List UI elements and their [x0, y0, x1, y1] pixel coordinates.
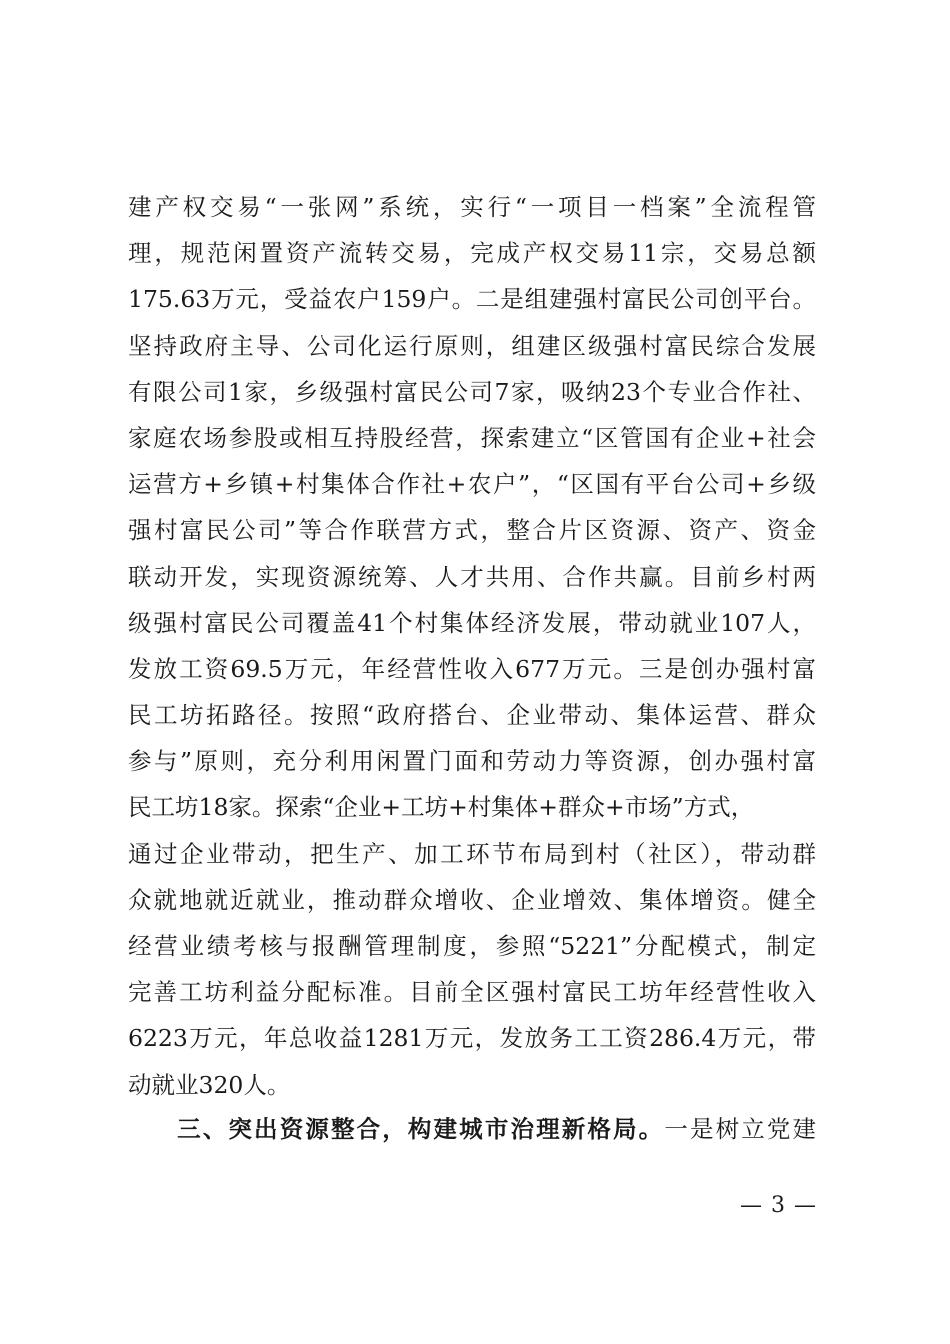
text-line: 有限公司1家，乡级强村富民公司7家，吸纳23个专业合作社、 [128, 377, 816, 406]
text-line: 级强村富民公司覆盖41个村集体经济发展，带动就业107人， [128, 608, 816, 637]
text-line: 6223万元，年总收益1281万元，发放务工工资286.4万元，带 [128, 1024, 816, 1053]
section-heading-line [128, 1106, 816, 1152]
text-line: 家庭农场参股或相互持股经营，探索建立“区管国有企业+社会 [128, 423, 816, 452]
body-paragraph [128, 184, 828, 1108]
text-line: 坚持政府主导、公司化运行原则，组建区级强村富民综合发展 [128, 331, 816, 360]
text-line: 参与”原则，充分利用闲置门面和劳动力等资源，创办强村富 [128, 747, 816, 776]
section-heading-continuation: 一是树立党建 [664, 1115, 817, 1143]
page-number: — 3 — [740, 1193, 817, 1218]
text-line: 通过企业带动，把生产、加工环节布局到村（社区），带动群 [128, 839, 816, 868]
text-line: 175.63万元，受益农户159户。二是组建强村富民公司创平台。 [128, 285, 816, 314]
text-line: 发放工资69.5万元，年经营性收入677万元。三是创办强村富 [128, 654, 816, 683]
text-line: 建产权交易“一张网”系统，实行“一项目一档案”全流程管 [128, 193, 816, 221]
section-heading: 三、突出资源整合，构建城市治理新格局。 [175, 1115, 665, 1143]
text-line: 联动开发，实现资源统筹、人才共用、合作共赢。目前乡村两 [128, 562, 816, 591]
text-line: 动就业320人。 [128, 1070, 291, 1099]
text-line: 完善工坊利益分配标准。目前全区强村富民工坊年经营性收入 [128, 978, 816, 1007]
text-line: 民工坊18家。探索“企业+工坊+村集体+群众+市场”方式， [128, 793, 755, 822]
text-line: 众就地就近就业，推动群众增收、企业增效、集体增资。健全 [128, 885, 816, 914]
text-line: 强村富民公司”等合作联营方式，整合片区资源、资产、资金 [128, 516, 816, 545]
text-line: 理，规范闲置资产流转交易，完成产权交易11宗，交易总额 [128, 239, 816, 268]
text-line: 民工坊拓路径。按照“政府搭台、企业带动、集体运营、群众 [128, 701, 816, 730]
text-line: 经营业绩考核与报酬管理制度，参照“5221”分配模式，制定 [128, 932, 816, 960]
text-line: 运营方+乡镇+村集体合作社+农户”，“区国有平台公司+乡级 [128, 470, 816, 499]
